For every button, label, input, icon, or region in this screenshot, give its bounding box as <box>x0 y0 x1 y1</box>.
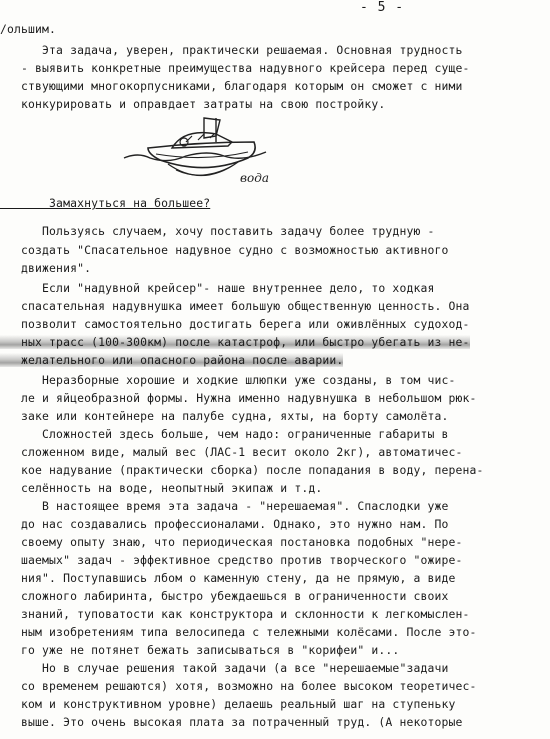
text-line: кое надувание (практически сборка) после попадания в воду, перена- <box>0 463 484 477</box>
text-line: позволит самостоятельно достигать берега или оживлённых судоход- <box>0 317 470 331</box>
text-line: /ольшим. <box>0 22 57 36</box>
text-line: ния". Поступавшись лбом о каменную стену, да не прямую, а виде <box>0 571 456 585</box>
section-heading: Замахнуться на большее? <box>0 196 211 210</box>
text-line: ком и конструктивном уровне) делаешь реальный шаг на ступеньку <box>0 697 456 711</box>
text-line: - выявить конкретные преимущества надувного крейсера перед суще- <box>0 61 470 75</box>
text-line: ле и яйцеобразной формы. Нужна именно надувнушка в небольшом рюк- <box>0 391 477 405</box>
text-line: заке или контейнере на палубе судна, яхты, на борту самолёта. <box>0 409 449 423</box>
text-line: сложного лабиринта, быстро убеждаешься в ограниченности своих <box>0 589 449 603</box>
text-line: своему опыту знаю, что периодическая постановка подобных "нере- <box>0 535 463 549</box>
text-line: го уже не потянет бежать записываться в "корифеи" и... <box>0 643 400 657</box>
text-line: ным изобретениям типа велосипеда с тележными колёсами. После это- <box>0 625 477 639</box>
water-label: вода <box>240 171 269 185</box>
text-line: селённость на воде, неопытный экипаж и т.д. <box>0 481 323 495</box>
text-line: Сложностей здесь больше, чем надо: ограниченные габариты в <box>0 427 449 441</box>
smeared-line: ных трасс (100-300км) после катастроф, или быстро убегать из не- <box>0 335 470 349</box>
text-line: Если "надувной крейсер"- наше внутреннее дело, то ходкая <box>0 281 435 295</box>
sailboat-sketch <box>120 112 280 192</box>
text-line: знаний, туповатости как конструктора и склонности к легкомыслен- <box>0 607 470 621</box>
text-line: Неразборные хорошие и ходкие шлюпки уже созданы, в том чис- <box>0 373 456 387</box>
text-line: В настоящее время эта задача - "нерешаемая". Спаслодки уже <box>0 499 449 513</box>
text-line: до нас создавались профессионалами. Однако, это нужно нам. По <box>0 517 449 531</box>
text-line: создать "Спасательное надувное судно с возможностью активного <box>0 243 449 257</box>
text-line: шаемых" задач - эффективное средство против творческого "ожире- <box>0 553 463 567</box>
text-line: Но в случае решения такой задачи (а все "нерешаемые"задачи <box>0 661 449 675</box>
text-line: конкурировать и оправдает затраты на свою постройку. <box>0 97 386 111</box>
text-line: движения". <box>0 261 92 275</box>
text-line: Эта задача, уверен, практически решаемая. Основная трудность <box>0 43 463 57</box>
text-line: со временем решаются) хотя, возможно на более высоком теоретичес- <box>0 679 477 693</box>
text-line: спасательная надувнушка имеет большую общественную ценность. Она <box>0 299 470 313</box>
text-line: Пользуясь случаем, хочу поставить задачу более трудную - <box>0 224 435 238</box>
text-line: ствующими многокорпусниками, благодаря которым он сможет с ними <box>0 79 463 93</box>
page-number: - 5 - <box>360 0 405 15</box>
text-line: сложенном виде, малый вес (ЛАС-1 весит около 2кг), автоматичес- <box>0 445 463 459</box>
text-line: выше. Это очень высокая плата за потраченный труд. (А некоторые <box>0 715 463 729</box>
smeared-line: желательного или опасного района после аварии. <box>0 353 344 367</box>
